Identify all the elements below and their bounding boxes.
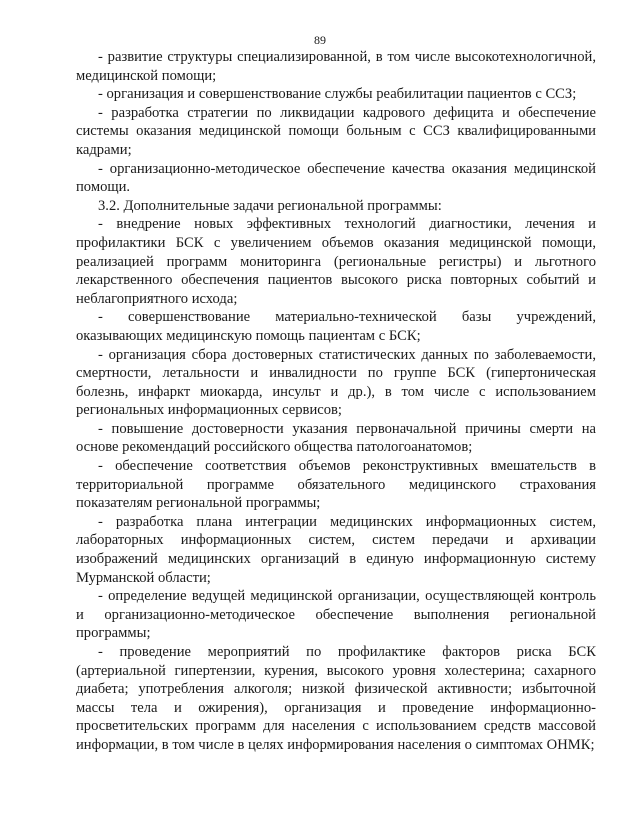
paragraph-2: - организация и совершенствование службы реабилитации пациентов с ССЗ; — [98, 86, 577, 103]
paragraph-10: - разработка плана интеграции медицинских информационных систем, лабораторных информационных систем, систем передачи и архивации изображений медицинских организаций в единую информационную систему Мурманской области; — [76, 513, 596, 586]
paragraph-12: - проведение мероприятий по профилактике факторов риска БСК (артериальной гипертензии, курения, высокого уровня холестерина; сахарного диабета; употребления алкоголя; низкой физической активности; избыточной массы тела и ожирения), организация и проведение информационно-просветительских программ для населения с использованием средств массовой информации, в том числе в целях информирования населения о симптомах ОНМК; — [76, 644, 596, 753]
section-heading: 3.2. Дополнительные задачи региональной программы: — [98, 197, 442, 214]
paragraph-9: - обеспечение соответствия объемов реконструктивных вмешательств в территориальной программе обязательного медицинского страхования показателям региональной программы; — [76, 458, 596, 512]
paragraph-8: - повышение достоверности указания первоначальной причины смерти на основе рекомендаций российского общества патологоанатомов; — [76, 420, 596, 456]
paragraph-3: - разработка стратегии по ликвидации кадрового дефицита и обеспечение системы оказания медицинской помощи больным с ССЗ квалифицированными кадрами; — [76, 104, 596, 158]
document-body — [76, 48, 596, 755]
paragraph-11: - определение ведущей медицинской организации, осуществляющей контроль и организационно-методическое обеспечение выполнения региональной программы; — [76, 588, 596, 642]
page-number: 89 — [314, 33, 326, 47]
paragraph-6: - совершенствование материально-технической базы учреждений, оказывающих медицинскую помощь пациентам с БСК; — [76, 309, 596, 344]
paragraph-5: - внедрение новых эффективных технологий диагностики, лечения и профилактики БСК с увеличением объемов оказания медицинской помощи, реализацией программ мониторинга (региональные регистры) и льготного лекарственного обеспечения пациентов высокого риска повторных событий и неблагоприятного исхода; — [76, 216, 596, 307]
paragraph-7: - организация сбора достоверных статистических данных по заболеваемости, смертности, летальности и инвалидности по группе БСК (гипертоническая болезнь, инфаркт миокарда, инсульт и др.), в том числе с использованием региональных информационных сервисов; — [76, 346, 596, 419]
paragraph-4: - организационно-методическое обеспечение качества оказания медицинской помощи. — [76, 160, 596, 196]
paragraph-1: - развитие структуры специализированной, в том числе высокотехнологичной, медицинской помощи; — [76, 49, 596, 84]
